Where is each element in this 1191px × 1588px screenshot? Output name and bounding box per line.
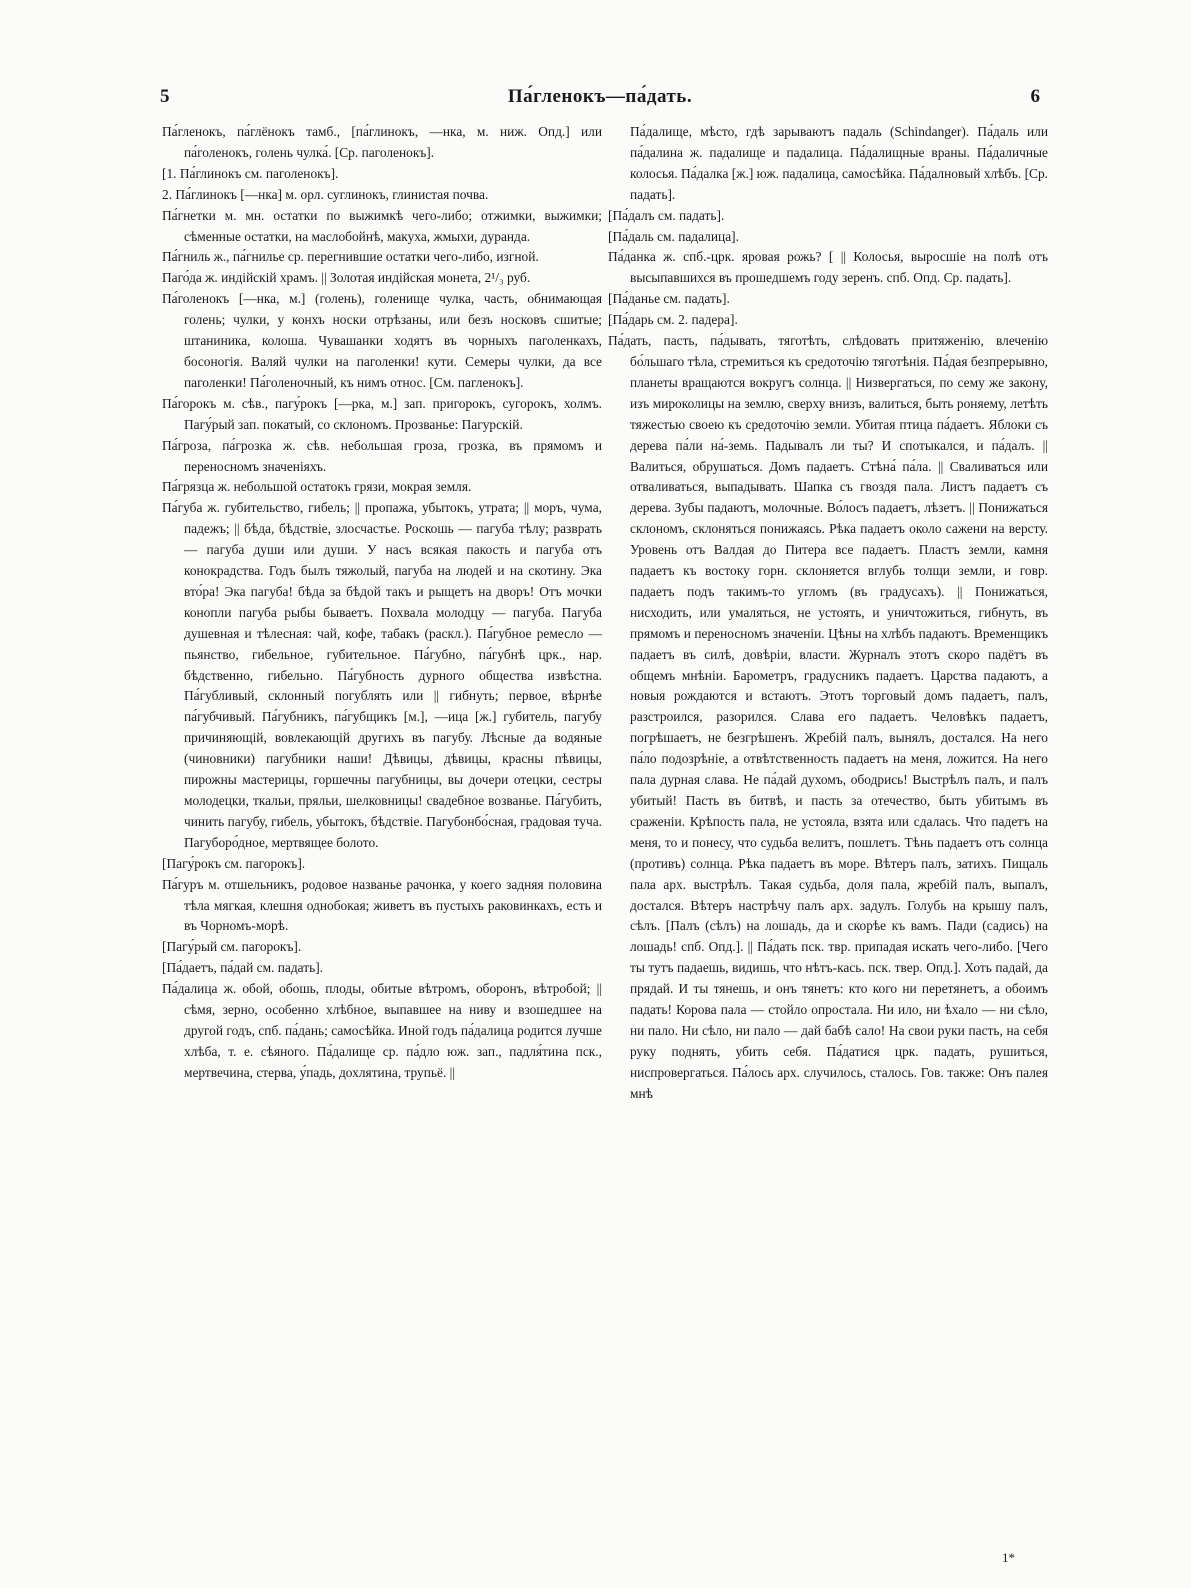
left-column [162, 122, 602, 1084]
dictionary-entry: Па́гуръ м. отшельникъ, родовое названье рачонка, у коего задняя половина тѣла мягкая, клешня однобокая; живетъ въ пустыхъ раковинкахъ, есть и въ Чорномъ-морѣ. [162, 876, 602, 934]
dictionary-entry: [1. Па́глинокъ см. паголенокъ]. [162, 165, 339, 181]
running-head: Па́гленокъ—па́дать. [507, 86, 693, 107]
dictionary-entry: Па́гроза, па́грозка ж. сѣв. небольшая гроза, грозка, въ прямомъ и переносномъ значеніяхъ. [162, 437, 602, 474]
dictionary-entry: Паго́да ж. индійскій храмъ. || Золотая индійская монета, 2¹/₃ руб. [162, 270, 531, 286]
dictionary-entry: Па́далище, мѣсто, гдѣ зарываютъ падаль (Schindanger). Па́даль или па́далина ж. падалище и падалица. Па́далищные враны. Па́даличные колосья. Па́далка [ж.] юж. падалица, самосѣйка. Па́далновый хлѣбъ. [Ср. падать]. [630, 124, 1048, 202]
dictionary-entry: Па́дать, пасть, па́дывать, тяготѣть, слѣдовать притяженію, влеченію бо́льшаго тѣла, стремиться къ средоточію тяготѣнія. Па́дая безпрерывно, планеты вращаются вокругъ солнца. || Низвергаться, по сему же закону, изъ мироколицы на землю, сверху внизъ, валиться, быть роняему, летѣть тяжестью своею къ средоточію земли. Убитая птица па́даетъ. Яблоки съ дерева па́ли на́-земь. Падывалъ ли ты? И спотыкался, и па́далъ. || Валиться, обрушаться. Домъ падаетъ. Стѣна́ па́ла. || Сваливаться или отваливаться, выпадывать. Шапка съ гвоздя пала. Листъ падаетъ съ дерева. Зубы падаютъ, молочные. Во́лосъ падаетъ, лѣзетъ. || Понижаться склономъ, склоняться понижаясь. Рѣка падаетъ около сажени на версту. Уровень отъ Валдая до Питера все падаетъ. Пластъ земли, камня падаетъ къ востоку горн. склоняется вглубь толщи земли, и говр. падаетъ подъ такимъ-то угломъ (въ градусахъ). || Понижаться, нисходить, или умаляться, не устоять, и уничтожиться, гибнуть, въ прямомъ и переносномъ значеніи. Цѣны на хлѣбъ падаютъ. Временщикъ падаетъ въ силѣ, довѣріи, власти. Журналъ этотъ скоро падётъ въ общемъ мнѣніи. Барометръ, градусникъ падаетъ. Царства падаютъ, а новыя рождаются и встаютъ. Этотъ торговый домъ падаетъ, палъ, разстроился, разорился. Слава его падаетъ. Человѣкъ падаетъ, погрѣшаетъ, не безгрѣшенъ. Жребій палъ, вынялъ, достался. На него па́ло подозрѣніе, а отвѣтственность падаетъ на меня, ложится. На него пала дурная слава. Не па́дай духомъ, ободрись! Выстрѣлъ палъ, и палъ убитый! Пасть въ битвѣ, и пасть за отечество, быть убитымъ въ сраженіи. Крѣпость пала, не устояла, взята или сдалась. Что падетъ на меня, то и понесу, что судьба велитъ, пошлетъ. Тѣнь падаетъ отъ солнца (противъ) солнца. Рѣка падаетъ въ море. Вѣтеръ палъ, затихъ. Пищаль пала арх. выстрѣлъ. Такая судьба, доля пала, жребій палъ, выпалъ, достался. Вѣтеръ настрѣчу палъ арх. задулъ. Голубь на крышу палъ, сѣлъ. [Палъ (сѣлъ) на лошадь, да и скорѣе къ вамъ. Пади (садись) на лошадь! спб. Опд.]. || Па́дать пск. твр. припадая искать чего-либо. [Чего ты тутъ падаешь, видишь, что нѣтъ-кась. пск. твер. Опд.]. Хоть падай, да прядай. И ты тянешь, и онъ тянетъ: кто кого ни перетянетъ, а обоимъ падать! Корова пала — стойло опростала. Ни ило, ни ѣхало — ни сѣло, ни пало. Ни сѣло, ни пало — дай бабѣ сало! На свои руки пасть, на себя руку поднять, убить себя. Па́датися црк. падать, рушиться, ниспровергаться. Па́лось арх. случилось, сталось. Гов. также: Онъ палея мнѣ [608, 333, 1048, 1101]
dictionary-entry: Па́голенокъ [—нка, м.] (голень), голенище чулка, часть, обнимающая голень; чулки, у конхъ носки отрѣзаны, или безъ носковъ сшитые; штаниника, колоша. Чувашанки ходятъ въ чорныхъ паголенкахъ, босоногія. Валяй чулки на паголенки! кути. Семеры чулки, да все паголенки! Па́голеночный, къ нимъ относ. [См. пагленокъ]. [162, 291, 602, 390]
dictionary-entry: [Па́дарь см. 2. падера]. [608, 312, 738, 328]
dictionary-entry: [Па́даетъ, па́дай см. падать]. [162, 960, 324, 976]
signature-mark: 1* [1002, 1550, 1015, 1565]
dictionary-entry: [Па́данье см. падать]. [608, 291, 730, 307]
right-column [608, 122, 1048, 1105]
page-number-left: 5 [160, 86, 170, 107]
dictionary-entry: Па́данка ж. спб.-црк. яровая рожь? [ || Колосья, выросшіе на полѣ отъ высыпавшихся въ прошедшемъ году зеренъ. спб. Опд. Ср. падать]. [608, 249, 1048, 286]
dictionary-entry: Па́гнетки м. мн. остатки по выжимкѣ чего-либо; отжимки, выжимки; сѣменные остатки, на маслобойнѣ, макуха, жмыхи, дуранда. [162, 207, 602, 244]
dictionary-entry: Па́грязца ж. небольшой остатокъ грязи, мокрая земля. [162, 479, 472, 495]
dictionary-entry: [Пагу́рый см. пагорокъ]. [162, 939, 302, 955]
dictionary-entry: Па́гленокъ, па́глёнокъ тамб., [па́глинокъ, —нка, м. ниж. Опд.] или па́голенокъ, голень чулка́. [Ср. паголенокъ]. [162, 124, 602, 160]
dictionary-entry: Па́горокъ м. сѣв., пагу́рокъ [—рка, м.] зап. пригорокъ, сугорокъ, холмъ. Пагу́рый зап. покатый, со склономъ. Прозванье: Пагурскій. [162, 395, 602, 432]
page-number-right: 6 [1030, 86, 1040, 107]
dictionary-entry: Па́гниль ж., па́гнилье ср. перегнившие остатки чего-либо, изгной. [162, 249, 539, 265]
dictionary-entry: [Па́далъ см. падать]. [608, 207, 725, 223]
dictionary-entry: Па́далица ж. обой, обошь, плоды, обитые вѣтромъ, оборонъ, вѣтробой; || сѣмя, зерно, особенно хлѣбное, выпавшее на ниву и взошедшее на другой годъ, спб. па́дань; самосѣйка. Иной годъ па́далица родится лучше хлѣба, т. е. сѣяного. Па́далище ср. па́дло юж. зап., падля́тина пск., мертвечина, стерва, у́падь, дохлятина, трупьё. || [162, 981, 602, 1080]
dictionary-entry: [Пагу́рокъ см. пагорокъ]. [162, 855, 306, 871]
dictionary-entry: [Па́даль см. падалица]. [608, 228, 739, 244]
dictionary-entry: Па́губа ж. губительство, гибель; || пропажа, убытокъ, утрата; || моръ, чума, падежъ; || бѣда, бѣдствіе, злосчастье. Роскошь — пагуба тѣлу; разврать — пагуба души или души. У насъ всякая пакость и пагуба отъ конокрадства. Годъ былъ тяжолый, пагуба на людей и на скотину. Эка вто́ра! Эка пагуба! бѣда за бѣдой такъ и рыщетъ на дворъ! Отъ мочки конопли пагуба рыбы бываетъ. Похвала молодцу — пагуба. Пагуба душевная и тѣлесная: чай, кофе, табакъ (раскл.). Па́губное ремесло — пьянство, гибельное, губительное. Па́губно, па́губнѣ црк., нар. бѣдственно, гибельно. Па́губность дурного общества извѣстна. Па́губливый, склонный погублять или || гибнуть; первое, вѣрнѣе па́губчивый. Па́губникъ, па́губщикъ [м.], —ица [ж.] губитель, пагубу причиняющій, вовлекающій другихъ въ пагубу. Лѣсные да водяные (чиновники) пагубники наши! Дѣвицы, дѣвицы, красны пѣвицы, пирожны мастерицы, горшечны пагубницы, вы дочери отецки, сестры молодецки, ткальи, пряльи, шелковницы! свадебное возванье. Па́губить, чинить пагубу, гибель, убытокъ, бѣдствіе. Пагубонбо́сная, градовая туча. Пагуборо́дное, мертвящее болото. [162, 500, 602, 850]
dictionary-entry: 2. Па́глинокъ [—нка] м. орл. суглинокъ, глинистая почва. [162, 186, 489, 202]
page-header [160, 86, 1040, 114]
